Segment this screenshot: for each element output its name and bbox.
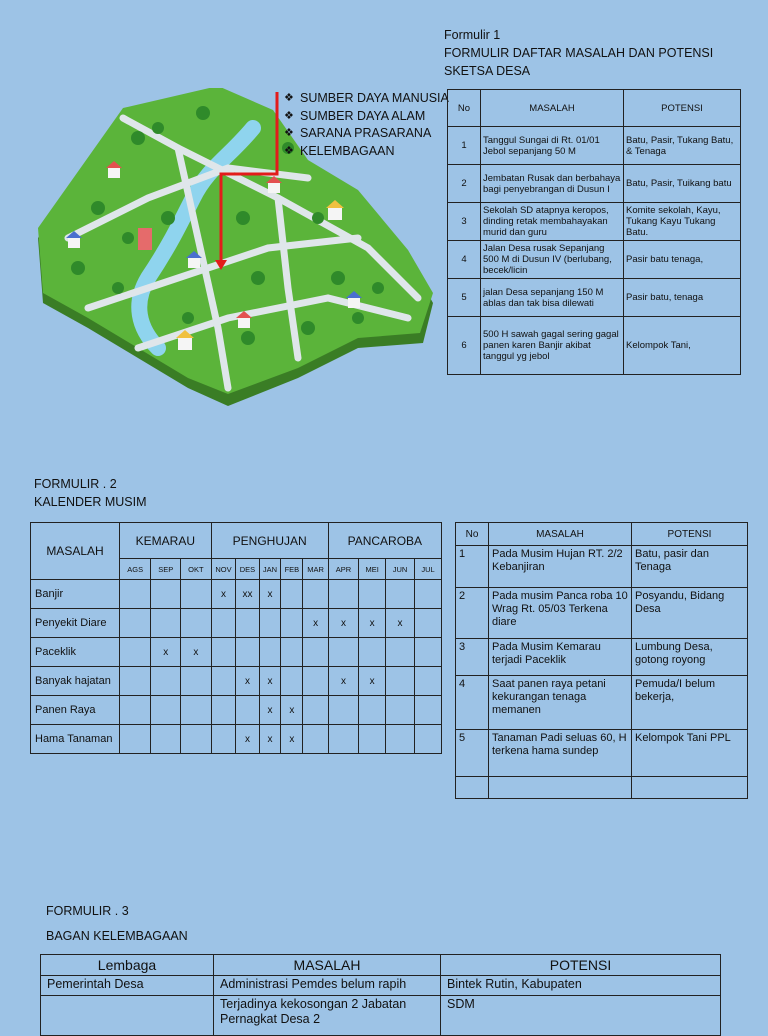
form1-title: FORMULIR DAFTAR MASALAH DAN POTENSI [444,46,714,60]
calendar-cell [259,609,281,638]
calendar-cell [281,638,303,667]
form1-subtitle: SKETSA DESA [444,64,531,78]
calendar-cell: x [328,609,359,638]
month-header: JUL [415,559,442,580]
calendar-cell [236,638,259,667]
calendar-cell [151,609,181,638]
month-header: DES [236,559,259,580]
month-header: MEI [359,559,386,580]
calendar-row [31,667,442,696]
calendar-cell [151,725,181,754]
calendar-cell: x [236,667,259,696]
row-masalah: Pada Musim Hujan RT. 2/2 Kebanjiran [489,546,632,588]
legend-item: ❖ SARANA PRASARANA [284,125,449,143]
row-no: 1 [448,127,481,165]
form1-label: Formulir 1 [444,28,501,42]
calendar-cell: x [386,609,415,638]
row-no: 3 [448,203,481,241]
calendar-cell: x [259,696,281,725]
row-masalah [489,777,632,799]
row-masalah: Sekolah SD atapnya keropos, dinding retak membahayakan murid dan guru [481,203,624,241]
calendar-cell [303,725,328,754]
row-potensi: Lumbung Desa, gotong royong [632,639,748,676]
form1-table [447,89,741,375]
row-no [456,777,489,799]
calendar-cell [281,580,303,609]
row-potensi: Pemuda/I belum bekerja, [632,676,748,730]
calendar-cell: x [359,609,386,638]
calendar-cell [359,580,386,609]
row-lembaga: Pemerintah Desa [41,976,214,996]
calendar-cell [181,580,212,609]
calendar-cell [281,609,303,638]
calendar-cell [415,696,442,725]
row-no: 5 [456,730,489,777]
month-header: APR [328,559,359,580]
form2-title: KALENDER MUSIM [34,495,147,509]
calendar-row-label: Banyak hajatan [31,667,120,696]
form2-problem-table [455,522,748,799]
problem-row [456,777,748,799]
legend-item: ❖ SUMBER DAYA ALAM [284,108,449,126]
row-potensi: Komite sekolah, Kayu, Tukang Kayu Tukang Batu. [624,203,741,241]
calendar-cell: x [281,725,303,754]
row-no: 3 [456,639,489,676]
row-masalah: Jembatan Rusak dan berbahaya bagi penyebrangan di Dusun I [481,165,624,203]
calendar-cell: x [151,638,181,667]
row-potensi [632,777,748,799]
row-masalah: Jalan Desa rusak Sepanjang 500 M di Dusun IV (berlubang, becek/licin [481,241,624,279]
calendar-cell [181,696,212,725]
season-calendar-table [30,522,442,754]
problem-row [456,639,748,676]
calendar-cell [151,667,181,696]
row-potensi: Kelompok Tani PPL [632,730,748,777]
diamond-bullet-icon: ❖ [284,144,294,157]
row-no: 4 [448,241,481,279]
row-potensi: Kelompok Tani, [624,317,741,375]
row-masalah: Saat panen raya petani kekurangan tenaga memanen [489,676,632,730]
row-masalah: Tanaman Padi seluas 60, H terkena hama sundep [489,730,632,777]
calendar-cell [120,638,151,667]
calendar-cell [328,696,359,725]
col-header: Lembaga [41,955,214,976]
calendar-cell [328,725,359,754]
season-header: PANCAROBA [328,523,441,559]
calendar-cell [151,580,181,609]
row-masalah: Terjadinya kekosongan 2 Jabatan Pernagkat Desa 2 [214,996,441,1036]
month-header: AGS [120,559,151,580]
calendar-cell: x [211,580,236,609]
col-header: POTENSI [632,523,748,546]
calendar-cell [303,580,328,609]
calendar-cell: x [259,725,281,754]
col-header: No [456,523,489,546]
month-header: JAN [259,559,281,580]
row-potensi: Batu, Pasir, Tukang Batu, & Tenaga [624,127,741,165]
calendar-row-label: Panen Raya [31,696,120,725]
calendar-cell [181,667,212,696]
row-masalah: Pada musim Panca roba 10 Wrag Rt. 05/03 Terkena diare [489,588,632,639]
row-no: 1 [456,546,489,588]
calendar-cell [328,638,359,667]
problem-row [456,676,748,730]
month-header: OKT [181,559,212,580]
calendar-cell [415,667,442,696]
calendar-cell [386,580,415,609]
calendar-cell [236,609,259,638]
col-header: POTENSI [624,90,741,127]
calendar-cell [259,638,281,667]
calendar-cell: x [181,638,212,667]
masalah-header: MASALAH [31,523,120,580]
row-potensi: SDM [441,996,721,1036]
row-potensi: Pasir batu, tenaga [624,279,741,317]
row-no: 5 [448,279,481,317]
row-no: 2 [448,165,481,203]
diamond-bullet-icon: ❖ [284,92,294,104]
row-lembaga [41,996,214,1036]
map-legend [284,90,449,160]
col-header: MASALAH [489,523,632,546]
calendar-cell [211,609,236,638]
calendar-cell [415,580,442,609]
calendar-cell [211,667,236,696]
calendar-cell: x [259,667,281,696]
month-header: FEB [281,559,303,580]
calendar-cell [386,638,415,667]
col-header: POTENSI [441,955,721,976]
row-potensi: Posyandu, Bidang Desa [632,588,748,639]
calendar-cell: xx [236,580,259,609]
season-header: PENGHUJAN [211,523,328,559]
row-potensi: Batu, pasir dan Tenaga [632,546,748,588]
row-no: 6 [448,317,481,375]
month-header: MAR [303,559,328,580]
calendar-cell [415,609,442,638]
row-no: 4 [456,676,489,730]
row-masalah: Tanggul Sungai di Rt. 01/01 Jebol sepanjang 50 M [481,127,624,165]
calendar-cell [120,609,151,638]
calendar-cell [120,725,151,754]
calendar-cell [120,580,151,609]
form3-title: BAGAN KELEMBAGAAN [46,929,188,943]
calendar-cell [236,696,259,725]
row-masalah: 500 H sawah gagal sering gagal panen karen Banjir akibat tanggul yg jebol [481,317,624,375]
row-potensi: Bintek Rutin, Kabupaten [441,976,721,996]
calendar-row [31,638,442,667]
calendar-cell [415,725,442,754]
legend-item: ❖ SUMBER DAYA MANUSIA [284,90,449,108]
calendar-cell: x [281,696,303,725]
calendar-cell: x [359,667,386,696]
calendar-cell [151,696,181,725]
calendar-cell [303,696,328,725]
col-header: MASALAH [481,90,624,127]
calendar-cell [211,696,236,725]
legend-item: ❖ KELEMBAGAAN [284,143,449,161]
calendar-row-label: Paceklik [31,638,120,667]
problem-row [456,730,748,777]
calendar-cell [386,667,415,696]
calendar-row [31,725,442,754]
form2-label: FORMULIR . 2 [34,477,117,491]
month-header: JUN [386,559,415,580]
form3-label: FORMULIR . 3 [46,904,129,918]
calendar-cell [120,667,151,696]
calendar-cell [181,725,212,754]
col-header: MASALAH [214,955,441,976]
diamond-bullet-icon: ❖ [284,109,294,122]
calendar-cell: x [259,580,281,609]
calendar-cell [303,667,328,696]
calendar-row [31,696,442,725]
problem-row [456,546,748,588]
calendar-cell: x [303,609,328,638]
calendar-cell [328,580,359,609]
calendar-cell [303,638,328,667]
row-masalah: Pada Musim Kemarau terjadi Paceklik [489,639,632,676]
calendar-row-label: Penyekit Diare [31,609,120,638]
calendar-cell [359,696,386,725]
calendar-cell: x [328,667,359,696]
row-masalah: Administrasi Pemdes belum rapih [214,976,441,996]
month-header: NOV [211,559,236,580]
calendar-row-label: Hama Tanaman [31,725,120,754]
month-header: SEP [151,559,181,580]
row-potensi: Pasir batu tenaga, [624,241,741,279]
calendar-cell [120,696,151,725]
row-masalah: jalan Desa sepanjang 150 M ablas dan tak bisa dilewati [481,279,624,317]
row-potensi: Batu, Pasir, Tuikang batu [624,165,741,203]
calendar-cell [386,696,415,725]
calendar-cell [359,725,386,754]
problem-row [456,588,748,639]
diamond-bullet-icon: ❖ [284,127,294,139]
calendar-cell [415,638,442,667]
season-header: KEMARAU [120,523,212,559]
calendar-cell [281,667,303,696]
row-no: 2 [456,588,489,639]
calendar-cell [181,609,212,638]
calendar-row-label: Banjir [31,580,120,609]
calendar-cell [211,638,236,667]
calendar-cell: x [236,725,259,754]
calendar-row [31,609,442,638]
col-header: No [448,90,481,127]
calendar-cell [359,638,386,667]
calendar-cell [386,725,415,754]
calendar-cell [211,725,236,754]
calendar-row [31,580,442,609]
